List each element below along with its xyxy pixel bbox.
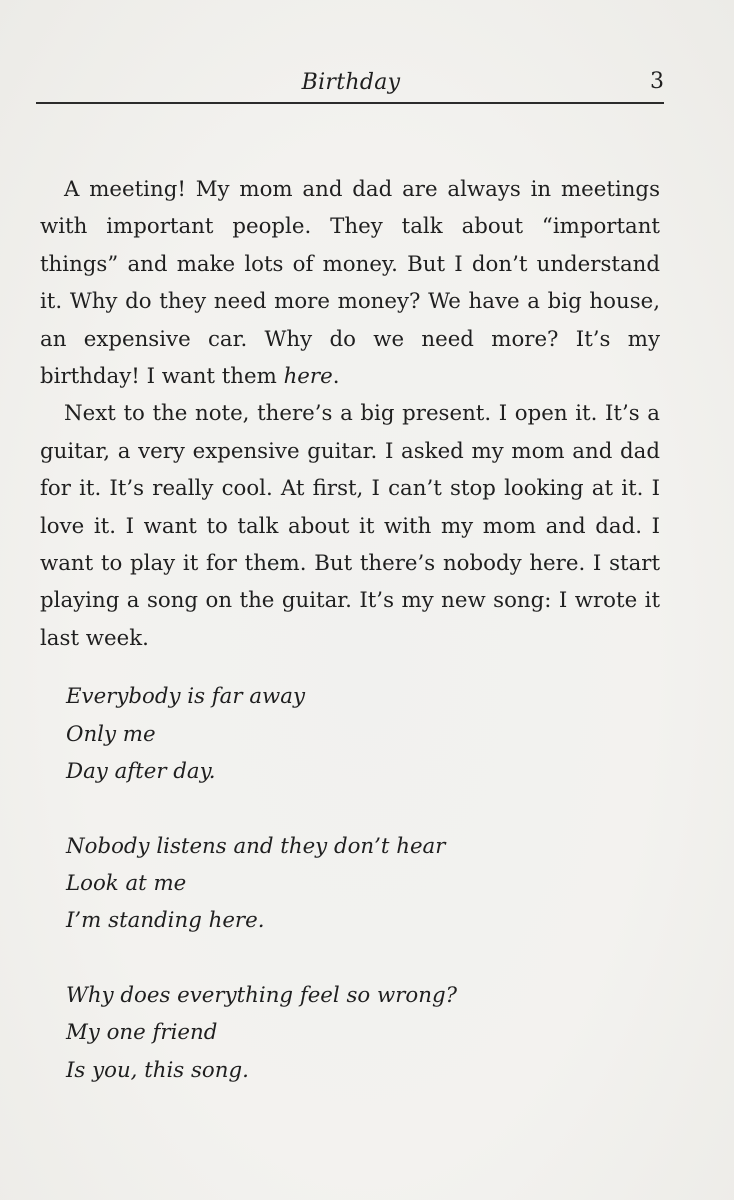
lyric-line: Look at me (66, 870, 187, 896)
page-number: 3 (650, 69, 664, 94)
lyric-line: My one friend (66, 1020, 218, 1046)
paragraph-1-emphasis: here (283, 364, 333, 390)
lyric-line: Is you, this song. (66, 1057, 249, 1083)
page-header (36, 62, 666, 102)
lyric-line: Nobody listens and they don’t hear (66, 833, 446, 859)
header-rule (36, 102, 664, 104)
lyric-line: Only me (66, 721, 156, 747)
paragraph-1-end: . (332, 364, 340, 390)
stanza-2 (66, 828, 660, 940)
paragraph-2: Next to the note, there’s a big present. I open it. It’s a guitar, a very expensive guitar. I asked my mom and dad for it. It’s really cool. At first, I can’t stop looking at it. I love it. I want to talk about it with my mom and dad. I want to play it for them. But there’s nobody here. I start playing a song on the guitar. It’s my new song: I wrote it last week. (40, 401, 660, 651)
paragraph-1 (40, 171, 660, 395)
stanza-3 (66, 977, 660, 1089)
song-lyrics (66, 678, 660, 1089)
lyric-line: Day after day. (66, 759, 216, 785)
lyric-line: Why does everything feel so wrong? (66, 982, 458, 1008)
paragraph-1-text: A meeting! My mom and dad are always in meetings with important people. They talk about “important things” and make lots of money. But I don’t understand it. Why do they need more money? We have a big house, an expensive car. Why do we need more? It’s my birthday! I want them (40, 177, 660, 390)
page-body (40, 171, 660, 1089)
running-title: Birthday (301, 70, 401, 95)
stanza-1 (66, 678, 660, 790)
lyric-line: Everybody is far away (66, 684, 305, 710)
lyric-line: I’m standing here. (66, 908, 265, 934)
